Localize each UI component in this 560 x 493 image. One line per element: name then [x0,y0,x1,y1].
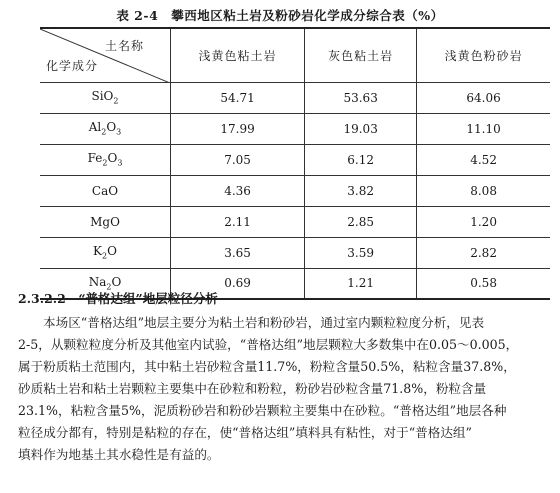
paragraph-line: 属于粉质粘土范围内，其中粘土岩砂粒含量11.7%，粉粒含量50.5%，粘粒含量37.8%， [18,359,516,374]
column-header: 浅黄色粘土岩 [171,28,305,82]
value-cell: 3.82 [305,175,417,206]
table-corner-cell [40,28,171,82]
paragraph-line: 填料作为地基土其水稳性是有益的。 [18,447,220,462]
table-row [40,82,550,113]
formula-cell: $Na_2O$ [40,268,171,299]
value-cell: 64.06 [417,82,550,113]
section-heading: 2.3.2.2 “普格达组”地层粒径分析 [18,291,218,306]
value-cell: 8.08 [417,175,550,206]
value-cell: 2.82 [417,237,550,268]
table-row [40,113,550,144]
formula-cell: MgO [40,206,171,237]
value-cell: 6.12 [305,144,417,175]
value-cell: 17.99 [171,113,305,144]
column-header: 灰色粘土岩 [305,28,417,82]
value-cell: 1.20 [417,206,550,237]
value-cell: 7.05 [171,144,305,175]
table-caption: 表 2-4 攀西地区粘土岩及粉砂岩化学成分综合表（%） [116,8,444,23]
formula-cell: SiO$_2$ [40,82,171,113]
corner-label-soil-name: 土名称 [104,39,144,53]
value-cell: 2.85 [305,206,417,237]
table-row [40,206,550,237]
formula-cell: $Fe_2O_3$ [40,144,171,175]
value-cell: 1.21 [305,268,417,299]
table-row [40,175,550,206]
paragraph-line: 粒径成分都有，特别是粘粒的存在，使“普格达组”填料具有粘性，对于“普格达组” [18,425,472,440]
value-cell: 11.10 [417,113,550,144]
value-cell: 3.65 [171,237,305,268]
value-cell: 3.59 [305,237,417,268]
table-row [40,144,550,175]
formula-cell: CaO [40,175,171,206]
table-header-row [40,28,550,82]
paragraph-line: 23.1%，粘粒含量5%，泥质粉砂岩和粉砂岩颗粒主要集中在砂粒。“普格达组”地层各种 [18,403,507,418]
paragraph-line: 2-5，从颗粒粒度分析及其他室内试验，“普格达组”地层颗粒大多数集中在0.05～0.005， [18,337,519,352]
paragraph-line: 砂质粘土岩和粘土岩颗粒主要集中在砂粒和粉粒，粉砂岩砂粒含量71.8%，粉粒含量 [18,381,487,396]
value-cell: 53.63 [305,82,417,113]
corner-label-chem-component: 化学成分 [46,58,99,73]
value-cell: 0.58 [417,268,550,299]
value-cell: 19.03 [305,113,417,144]
table-row [40,237,550,268]
paragraph-line: 本场区“普格达组”地层主要分为粘土岩和粉砂岩，通过室内颗粒粒度分析，见表 [43,315,485,330]
value-cell: 54.71 [171,82,305,113]
value-cell: 0.69 [171,268,305,299]
chemical-composition-table [40,27,550,300]
value-cell: 4.52 [417,144,550,175]
formula-cell: $K_2O$ [40,237,171,268]
value-cell: 4.36 [171,175,305,206]
formula-cell: $Al_2O_3$ [40,113,171,144]
body-paragraph [18,312,550,466]
column-header: 浅黄色粉砂岩 [417,28,550,82]
value-cell: 2.11 [171,206,305,237]
